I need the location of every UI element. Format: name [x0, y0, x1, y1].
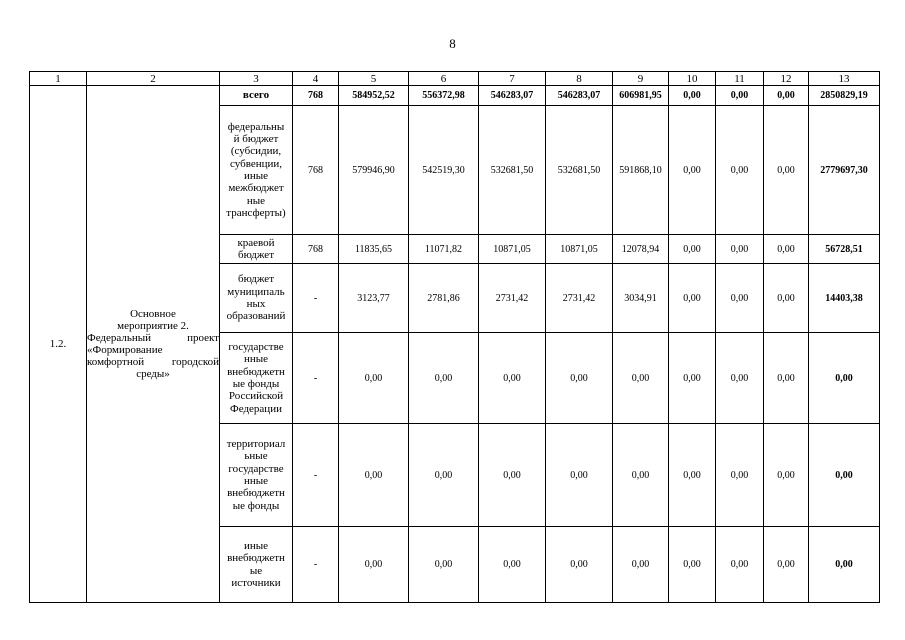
source-cell: федеральны й бюджет (субсидии, субвенции, иные межбюджет ные трансферты) [220, 106, 293, 235]
value-cell: 2731,42 [479, 264, 546, 333]
value-cell: 0,00 [546, 527, 613, 603]
column-header: 2 [87, 72, 220, 86]
code-cell: - [293, 527, 339, 603]
value-cell: 0,00 [479, 424, 546, 527]
code-cell: - [293, 333, 339, 424]
column-header: 9 [613, 72, 669, 86]
value-cell: 0,00 [479, 333, 546, 424]
value-cell: 0,00 [716, 527, 764, 603]
total-cell: 0,00 [809, 527, 880, 603]
code-cell: 768 [293, 106, 339, 235]
value-cell: 532681,50 [546, 106, 613, 235]
value-cell: 584952,52 [339, 86, 409, 106]
total-cell: 2779697,30 [809, 106, 880, 235]
total-cell: 56728,51 [809, 235, 880, 264]
column-header: 11 [716, 72, 764, 86]
value-cell: 0,00 [764, 424, 809, 527]
value-cell: 0,00 [339, 424, 409, 527]
value-cell: 0,00 [669, 424, 716, 527]
value-cell: 591868,10 [613, 106, 669, 235]
value-cell: 0,00 [716, 235, 764, 264]
column-header: 4 [293, 72, 339, 86]
value-cell: 546283,07 [546, 86, 613, 106]
table-row [30, 86, 880, 106]
column-header: 3 [220, 72, 293, 86]
item-name-line: комфортной городской [87, 356, 219, 368]
value-cell: 0,00 [716, 86, 764, 106]
source-cell: всего [220, 86, 293, 106]
value-cell: 0,00 [716, 333, 764, 424]
source-cell: бюджет муниципаль ных образований [220, 264, 293, 333]
value-cell: 11071,82 [409, 235, 479, 264]
value-cell: 0,00 [764, 235, 809, 264]
value-cell: 0,00 [764, 86, 809, 106]
code-cell: - [293, 424, 339, 527]
source-cell: краевой бюджет [220, 235, 293, 264]
item-name-line: мероприятие 2. [117, 320, 189, 332]
value-cell: 0,00 [613, 424, 669, 527]
source-cell: иные внебюджетн ые источники [220, 527, 293, 603]
code-cell: 768 [293, 86, 339, 106]
value-cell: 556372,98 [409, 86, 479, 106]
value-cell: 0,00 [409, 424, 479, 527]
source-cell: государстве нные внебюджетн ые фонды Российской Федерации [220, 333, 293, 424]
value-cell: 579946,90 [339, 106, 409, 235]
column-header: 7 [479, 72, 546, 86]
column-header: 1 [30, 72, 87, 86]
column-header: 12 [764, 72, 809, 86]
value-cell: 10871,05 [546, 235, 613, 264]
value-cell: 546283,07 [479, 86, 546, 106]
item-name-line: Основное [130, 308, 176, 320]
column-header: 6 [409, 72, 479, 86]
value-cell: 0,00 [669, 235, 716, 264]
value-cell: 11835,65 [339, 235, 409, 264]
column-header: 10 [669, 72, 716, 86]
value-cell: 0,00 [409, 333, 479, 424]
total-cell: 0,00 [809, 424, 880, 527]
value-cell: 0,00 [546, 333, 613, 424]
total-cell: 0,00 [809, 333, 880, 424]
value-cell: 0,00 [764, 264, 809, 333]
value-cell: 0,00 [764, 333, 809, 424]
page-number: 8 [449, 36, 456, 51]
value-cell: 0,00 [669, 106, 716, 235]
value-cell: 2781,86 [409, 264, 479, 333]
value-cell: 0,00 [716, 424, 764, 527]
code-cell: 768 [293, 235, 339, 264]
value-cell: 0,00 [764, 106, 809, 235]
total-cell: 2850829,19 [809, 86, 880, 106]
value-cell: 0,00 [613, 333, 669, 424]
value-cell: 3123,77 [339, 264, 409, 333]
value-cell: 0,00 [669, 264, 716, 333]
item-number: 1.2. [30, 86, 87, 603]
value-cell: 0,00 [716, 106, 764, 235]
item-name-line: Федеральный проект [87, 332, 219, 344]
item-name-line: «Формирование [87, 344, 163, 356]
column-header: 13 [809, 72, 880, 86]
value-cell: 532681,50 [479, 106, 546, 235]
value-cell: 0,00 [764, 527, 809, 603]
value-cell: 0,00 [409, 527, 479, 603]
header-row [30, 72, 880, 86]
column-header: 5 [339, 72, 409, 86]
value-cell: 12078,94 [613, 235, 669, 264]
value-cell: 3034,91 [613, 264, 669, 333]
value-cell: 0,00 [339, 333, 409, 424]
code-cell: - [293, 264, 339, 333]
value-cell: 542519,30 [409, 106, 479, 235]
value-cell: 0,00 [669, 86, 716, 106]
value-cell: 0,00 [669, 527, 716, 603]
value-cell: 0,00 [669, 333, 716, 424]
value-cell: 0,00 [613, 527, 669, 603]
budget-table [29, 71, 880, 603]
value-cell: 606981,95 [613, 86, 669, 106]
value-cell: 0,00 [339, 527, 409, 603]
source-cell: территориал ьные государстве нные внебюджетн ые фонды [220, 424, 293, 527]
total-cell: 14403,38 [809, 264, 880, 333]
value-cell: 0,00 [546, 424, 613, 527]
item-name [87, 86, 220, 603]
item-name-line: среды» [136, 368, 170, 380]
value-cell: 0,00 [716, 264, 764, 333]
column-header: 8 [546, 72, 613, 86]
value-cell: 0,00 [479, 527, 546, 603]
value-cell: 2731,42 [546, 264, 613, 333]
value-cell: 10871,05 [479, 235, 546, 264]
